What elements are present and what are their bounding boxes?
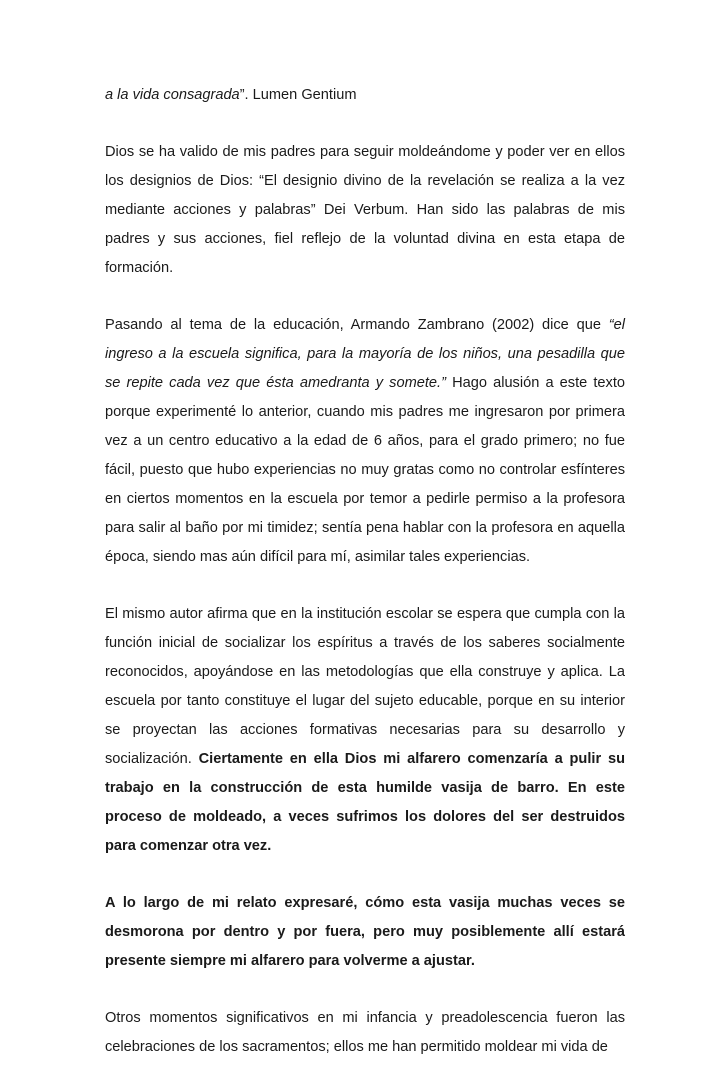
paragraph-1 bbox=[105, 81, 625, 110]
text-segment: a la vida consagrada bbox=[105, 87, 240, 103]
text-segment: Dios se ha valido de mis padres para seguir moldeándome y poder ver en ellos los designios de Dios: “El designio divino de la revelación se realiza a la vez mediante acciones y palabras” Dei Verbum. Han sido las palabras de mis padres y sus acciones, fiel reflejo de la voluntad divina en esta etapa de formación. bbox=[105, 144, 625, 276]
paragraph-4 bbox=[105, 600, 625, 861]
paragraph-6 bbox=[105, 1004, 625, 1062]
bold-segment: Ciertamente en ella Dios mi alfarero comenzaría a pulir su trabajo en la construcción de esta humilde vasija de barro. En este proceso de moldeado, a veces sufrimos los dolores del ser destruidos para comenzar otra vez. bbox=[105, 751, 625, 854]
text-segment: Otros momentos significativos en mi infancia y preadolescencia fueron las celebraciones de los sacramentos; ellos me han permitido moldear mi vida de bbox=[105, 1010, 625, 1055]
document-page bbox=[105, 81, 625, 1090]
paragraph-2 bbox=[105, 138, 625, 283]
paragraph-5 bbox=[105, 889, 625, 976]
text-segment: ”. Lumen Gentium bbox=[239, 87, 357, 103]
text-segment: Pasando al tema de la educación, Armando Zambrano (2002) dice que bbox=[105, 317, 609, 333]
text-segment: Hago alusión a este texto porque experimenté lo anterior, cuando mis padres me ingresaron por primera vez a un centro educativo a la edad de 6 años, para el grado primero; no fue fácil, puesto que hubo experiencias no muy gratas como no controlar esfínteres en ciertos momentos en la escuela por temor a pedirle permiso a la profesora para salir al baño por mi timidez; sentía pena hablar con la profesora en aquella época, siendo mas aún difícil para mí, asimilar tales experiencias. bbox=[105, 375, 626, 565]
paragraph-3 bbox=[105, 311, 625, 572]
quote-segment: “el ingreso a la escuela significa, para la mayoría de los niños, una pesadilla que se repite cada vez que ésta amedranta y somete.” bbox=[105, 317, 625, 391]
text-segment: El mismo autor afirma que en la institución escolar se espera que cumpla con la función inicial de socializar los espíritus a través de los saberes socialmente reconocidos, apoyándose en las metodologías que ella construye y aplica. La escuela por tanto constituye el lugar del sujeto educable, porque en su interior se proyectan las acciones formativas necesarias para su desarrollo y socialización. bbox=[105, 606, 625, 767]
bold-segment: A lo largo de mi relato expresaré, cómo esta vasija muchas veces se desmorona por dentro y por fuera, pero muy posiblemente allí estará presente siempre mi alfarero para volverme a ajustar. bbox=[105, 895, 625, 969]
